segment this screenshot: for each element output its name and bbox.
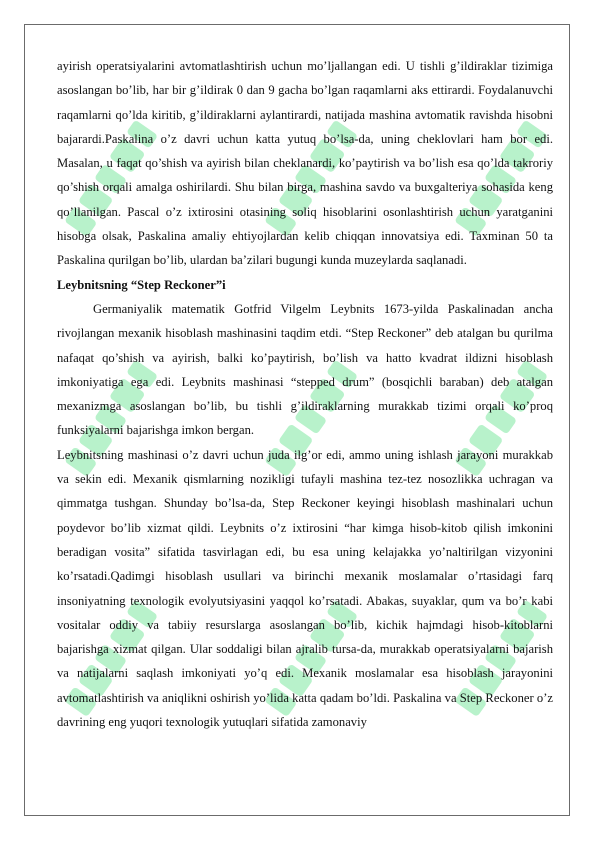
section-heading: Leybnitsning “Step Reckoner”i — [57, 277, 226, 292]
document-body — [57, 54, 553, 734]
paragraph: ayirish operatsiyalarini avtomatlashtirish uchun mo’ljallangan edi. U tishli g’ildiraklar tizimiga asoslangan bo’lib, har bir g’ildirak 0 dan 9 gacha bo’lgan raqamlarni aks ettirardi. Foydalanuvchi raqamlarni qo’lda kiritib, g’ildiraklarni aylantirardi, natijada mashina avtomatik ravishda hisobni bajarardi.Paskalina o’z davri uchun katta yutuq bo’lsa-da, uning cheklovlari ham bor edi. Masalan, u faqat qo’shish va ayirish bilan cheklanardi, ko’paytirish va bo’lish esa qo’lda takroriy qo’shish orqali amalga oshirilardi. Shu bilan birga, mashina savdo va buxgalteriya sohasida keng qo’llanilgan. Pascal o’z ixtirosini otasining soliq hisoblarini osonlashtirish uchun yaratganini hisobga olsak, Paskalina amaliy ehtiyojlardan kelib chiqqan innovatsiya edi. Taxminan 50 ta Paskalina qurilgan bo’lib, ulardan ba’zilari bugungi kunda muzeylarda saqlanadi. — [57, 59, 553, 268]
paragraph: Leybnitsning mashinasi o’z davri uchun juda ilg’or edi, ammo uning ishlash jarayoni murakkab va sekin edi. Mexanik qismlarning nozikligi tufayli mashina tez-tez nosozlikka uchragan va qimmatga tushgan. Shunday bo’lsa-da, Step Reckoner keyingi hisoblash mashinalari uchun poydevor bo’lib xizmat qildi. Leybnits o’z ixtirosini “har kimga hisob-kitob qilish imkonini beradigan vosita” sifatida tasvirlagan edi, bu esa uning kelajakka yo’naltirilgan vizyonini ko’rsatadi.Qadimgi hisoblash usullari va birinchi mexanik moslamalar o’rtasidagi farq insoniyatning texnologik evolyutsiyasini yaqqol ko’rsatadi. Abakas, suyaklar, qum va bo’r kabi vositalar oddiy va tabiiy resurslarga asoslangan bo’lib, kichik hajmdagi hisob-kitoblarni bajarishga xizmat qilgan. Ular soddaligi bilan ajralib tursa-da, murakkab operatsiyalarni bajarish va natijalarni saqlash imkoniyati yo’q edi. Mexanik moslamalar esa hisoblash jarayonini avtomatlashtirish va aniqlikni oshirish yo’lida katta qadam bo’ldi. Paskalina va Step Reckoner o’z davrining eng yuqori texnologik yutuqlari sifatida zamonaviy — [57, 447, 553, 730]
paragraph: Germaniyalik matematik Gotfrid Vilgelm Leybnits 1673-yilda Paskalinadan ancha rivojlangan mexanik hisoblash mashinasini taqdim etdi. “Step Reckoner” deb atalgan bu qurilma nafaqat qo’shish va ayirish, balki ko’paytirish, bo’lish va hatto kvadrat ildizni hisoblash imkoniyatiga ega edi. Leybnits mashinasi “stepped drum” (bosqichli baraban) deb atalgan mexanizmga asoslangan bo’lib, bu tishli g’ildiraklarning murakkab tizimi orqali ko’proq funksiyalarni bajarishga imkon bergan. — [57, 301, 553, 438]
